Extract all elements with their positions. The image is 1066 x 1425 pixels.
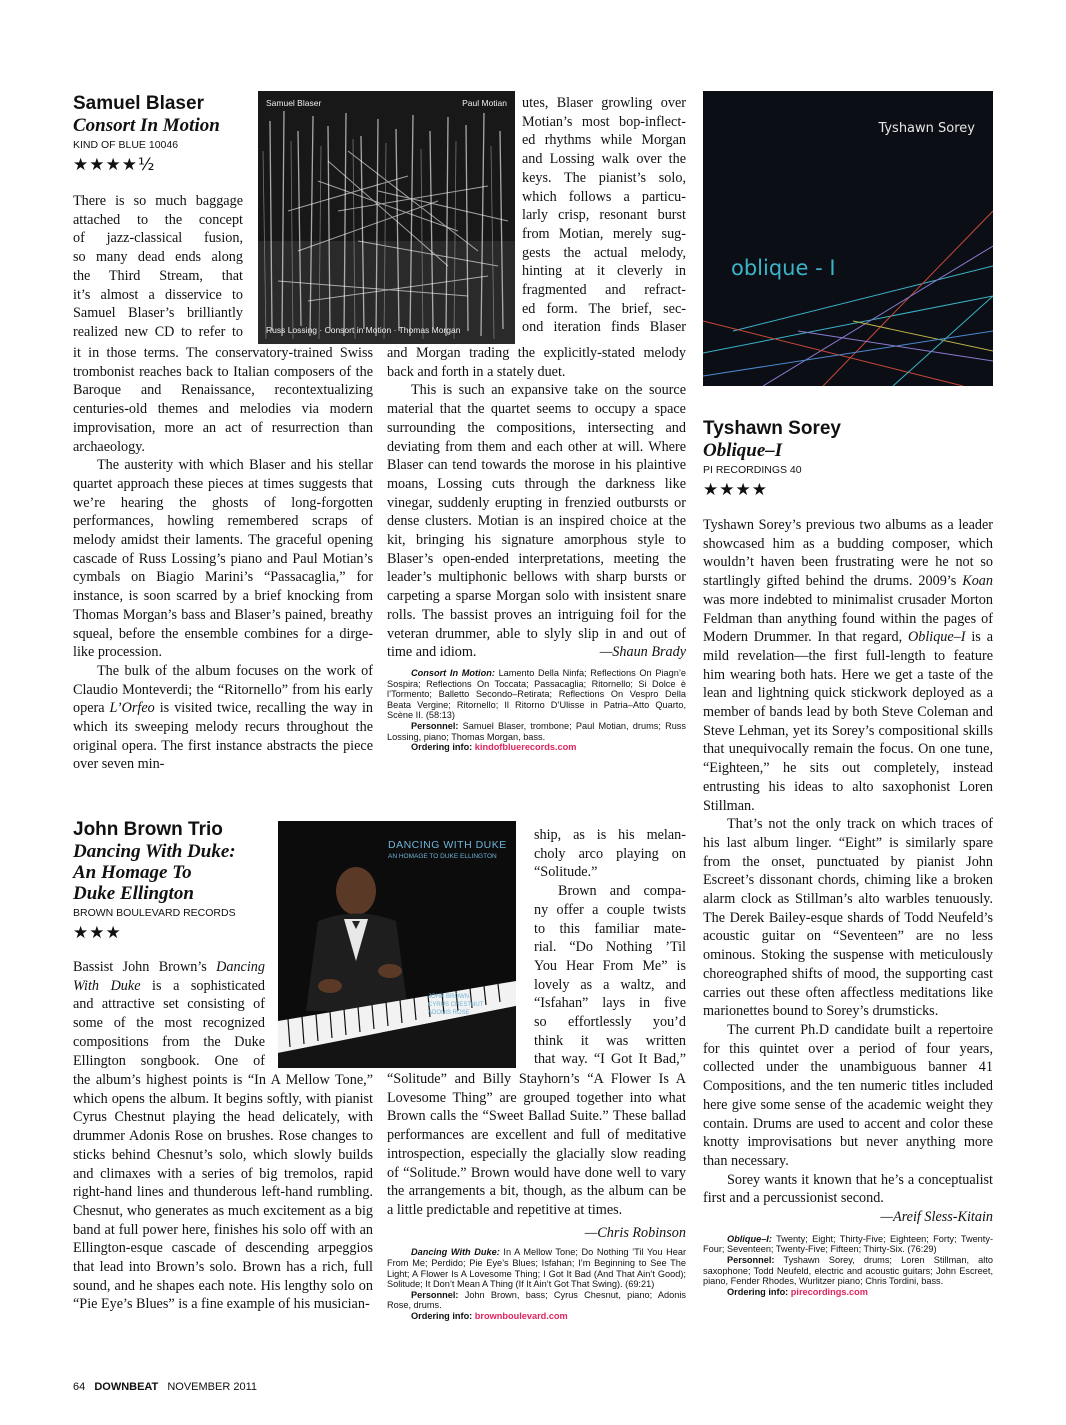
credits-tracklist: Lamento Della Ninfa; Reflections On Piagn’e Sospira; Reflections On Toccata; Passacaglia; Ritornello; Si Dolce è l’Tormento; Balletto Secondo–Retirata; Reflections On Vespro Della Beata Vergine; Ritornello; Il Ritorno D’Ulisse in Patria–Atto Quarto, Scène II. (58:13) <box>387 667 686 721</box>
text-line: ed rhythms while Morgan <box>522 132 686 149</box>
review-header <box>73 93 253 176</box>
text-line: ond iteration finds Blaser <box>522 319 686 336</box>
text-run-italic: L’Orfeo <box>109 700 155 717</box>
text-run: was more indebted to minimalist crusader Morton Feldman than anything found within the pages of Modern Drummer. In that regard, <box>703 591 993 646</box>
credits-ordering-label: Ordering info: <box>727 1286 789 1297</box>
star-rating: ★★★ <box>73 923 122 943</box>
text-line: fragmented and refract- <box>522 282 686 299</box>
album-title-line: Duke Ellington <box>73 883 194 904</box>
text-run-italic: Dancing <box>216 959 265 975</box>
text-run: is a mild revelation—the first full-length to feature him wearing both hats. Here we get a taste of the lean and lightning quick stickwork deployed as a member of bands lead by both Steve Coleman and Steve Lehman, yet its Sorey’s compositional skills that unequivocally remain the focus. On one tune, “Eighteen,” he sits out completely, instead entrusting his ideas to alto saxophonist Loren Stillman. <box>703 629 993 814</box>
reviewer-signature: —Shaun Brady <box>599 644 686 661</box>
star-rating: ★★★★½ <box>73 155 156 175</box>
cover-artist: Tyshawn Sorey <box>878 121 975 136</box>
paragraph <box>73 662 373 774</box>
text-line: utes, Blaser growling over <box>522 95 686 111</box>
text-line: lovely as a waltz, and <box>534 976 686 993</box>
paragraph: the album’s highest points is “In A Mellow Tone,” which opens the album. It begins softly, with pianist Cyrus Chestnut playing the head delicately, with drummer Adonis Rose on brushes. Rose changes to sticks behind Chesnut’s solo, which slowly builds and climaxes with a series of big tremolos, rapid right-hand lines and thunderous left-hand rumbling. Chesnut, who generates as much excitement as a big band at full power here, finishes his solo off with an Ellington-esque cascade of descending arpeggios that lead into Brown’s solo. Brown has a rich, full sound, and he shapes each note. His lengthy solo on “Pie Eye’s Blues” is a fine example of his musician- <box>73 1072 373 1313</box>
cover-names <box>428 993 483 1017</box>
album-cover-consort-in-motion <box>258 91 515 344</box>
text-run: The bulk of the album focuses on the work of Claudio Monteverdi; the “Ritornello” from his early opera <box>73 662 373 717</box>
credits-ordering-label: Ordering info: <box>411 1310 473 1321</box>
cover-artist-left: Samuel Blaser <box>266 98 322 108</box>
credits-tracklist: Twenty; Eight; Thirty-Five; Eighteen; Forty; Twenty-Four; Seventeen; Twenty-Five; Fifteen; Thirty-Six. (76:29) <box>703 1233 993 1255</box>
paragraph: That’s not the only track on which traces of his last album linger. “Eight” is similarly spare from the onset, punctuated by pianist John Escreet’s dissonant chords, chiming like a broken alarm clock as Stillman’s alto warbles tenuously. The Derek Bailey-esque shards of Todd Neufeld’s acoustic guitar on “Seventeen” are no less ominous. Stoking the suspense with meticulously choreographed shifts of mood, the supporting cast carries out these often affectless meditations like marionettes bound to Sorey’s drumsticks. <box>703 816 993 1020</box>
album-title-line: An Homage To <box>73 862 192 883</box>
review-body-col1 <box>73 1071 373 1314</box>
text-line: There is so much baggage <box>73 193 243 209</box>
credits-title-label: Consort In Motion: <box>411 667 495 678</box>
artist-name: Tyshawn Sorey <box>703 418 841 439</box>
reviewer-signature: —Chris Robinson <box>584 1224 686 1241</box>
star-rating: ★★★★ <box>703 480 768 500</box>
album-credits <box>703 1234 993 1298</box>
review-body <box>703 516 993 1297</box>
text-line: You Hear From Me” is <box>534 957 686 974</box>
credits-personnel <box>387 721 686 742</box>
text-line: and Lossing walk over the <box>522 151 686 168</box>
text-line: which follows a particu- <box>522 188 686 205</box>
issue-date: NOVEMBER 2011 <box>167 1381 258 1393</box>
text-line: hinting at it cleverly in <box>522 263 686 280</box>
text-line: “Solitude.” <box>534 864 598 881</box>
cover-name: ADONIS ROSE <box>428 1010 470 1016</box>
cover-artist-right: Paul Motian <box>462 98 507 108</box>
credits-personnel-text: Samuel Blaser, trombone; Paul Motian, drums; Russ Lossing, piano; Thomas Morgan, bass. <box>387 720 686 742</box>
artist-name: John Brown Trio <box>73 819 223 840</box>
credits-title-label: Dancing With Duke: <box>411 1247 500 1258</box>
text-line: and attractive set consisting of <box>73 996 265 1013</box>
paragraph: Sorey wants it known that he’s a conceptualist first and a percussionist second. <box>703 1171 993 1207</box>
text-run: is a sophisticated <box>140 977 265 994</box>
cover-subtitle: AN HOMAGE TO DUKE ELLINGTON <box>388 853 497 860</box>
text-line: compositions from the Duke <box>73 1033 265 1050</box>
ordering-link[interactable]: brownboulevard.com <box>472 1310 568 1321</box>
text-line: ed form. The brief, sec- <box>522 300 686 317</box>
reviewer-signature: —Areif Sless-Kitain <box>880 1209 993 1226</box>
paragraph: The austerity with which Blaser and his stellar quartet approach these pieces at times suggests that we’re hearing the ghosts of long-forgotten performances, howling remembered scraps of melody amidst their laments. The graceful opening cascade of Russ Lossing’s piano and Paul Motian’s cymbals on Biagio Marini’s “Passacaglia,” for instance, is soon scarred by a brief knocking from Thomas Morgan’s bass and Blaser’s pained, breathy squeal, before the ensemble combines for a dirge-like procession. <box>73 457 373 661</box>
text-run: Bassist John Brown’s <box>73 959 217 975</box>
page-footer <box>73 1381 257 1393</box>
album-title: Consort In Motion <box>73 115 220 136</box>
text-line: ship, as is his melan- <box>534 827 686 843</box>
text-line: keys. The pianist’s solo, <box>522 169 686 186</box>
record-label: KIND OF BLUE 10046 <box>73 139 179 151</box>
text-line: Motian’s most bop-inflect- <box>522 113 686 130</box>
text-line: ny offer a couple twists <box>534 901 686 918</box>
text-line: the Third Stream, that <box>73 267 243 284</box>
credits-ordering <box>387 742 686 753</box>
credits-personnel <box>387 1290 686 1311</box>
text-line: of jazz-classical fusion, <box>73 230 243 247</box>
text-run: is visited twice, recalling the way in which its sweeping melody recurs throughout the original opera. The first instance abstracts the piece over seven min- <box>73 700 374 773</box>
ordering-link[interactable]: pirecordings.com <box>788 1286 868 1297</box>
text-line: that way. “I Got It Bad,” <box>534 1051 686 1068</box>
text-run: Tyshawn Sorey’s previous two albums as a leader showcased him as a budding composer, which wouldn’t haven been frustrating were he not so startlingly gifted behind the drums. 2009’s <box>703 517 993 590</box>
credits-personnel-label: Personnel: <box>411 720 459 731</box>
text-line: from Motian, merely sug- <box>522 225 686 242</box>
credits-personnel-text: John Brown, bass; Cyrus Chesnut, piano; Adonis Rose, drums. <box>387 1289 686 1311</box>
text-run-italic: With Duke <box>73 977 141 994</box>
text-line <box>73 977 265 996</box>
text-run-italic: Koan <box>962 573 993 590</box>
ordering-link[interactable]: kindofbluerecords.com <box>472 742 577 753</box>
credits-tracks <box>703 1234 993 1255</box>
paragraph: it in those terms. The conservatory-trained Swiss trombonist reaches back to Italian composers of the Baroque and Renaissance, recontextualizing centuries-old themes and melodies via modern improvisation, more an act of resurrection than archaeology. <box>73 345 373 455</box>
credits-personnel-label: Personnel: <box>411 1289 459 1300</box>
record-label: PI RECORDINGS 40 <box>703 464 802 476</box>
credits-ordering <box>703 1287 993 1298</box>
text-line: Samuel Blaser’s brilliantly <box>73 305 243 322</box>
album-title-line: Dancing With Duke: <box>73 841 236 862</box>
artist-name: Samuel Blaser <box>73 93 204 114</box>
cover-title: DANCING WITH DUKE <box>388 839 507 851</box>
review-body-col2 <box>387 344 686 753</box>
album-credits <box>387 1247 686 1321</box>
review-body-wrap-left <box>73 192 243 342</box>
text-run-italic: Oblique–I <box>907 629 966 646</box>
record-label: BROWN BOULEVARD RECORDS <box>73 907 236 919</box>
text-line <box>73 958 265 977</box>
cover-title: oblique - I <box>731 256 836 280</box>
album-cover-oblique-i <box>703 91 993 386</box>
credits-ordering <box>387 1311 686 1322</box>
magazine-name: DOWNBEAT <box>94 1381 159 1393</box>
review-body-col1 <box>73 344 373 774</box>
text-line: rial. “Do Nothing ’Til <box>534 939 686 956</box>
paragraph <box>703 516 993 815</box>
album-cover-dancing-with-duke <box>278 821 516 1068</box>
review-header <box>703 418 993 501</box>
credits-tracklist: In A Mellow Tone; Do Nothing ’Til You Hear From Me; Perdido; Pie Eye’s Blues; Isfahan; I’m Beginning to See The Light; A Flower Is A Lovesome Thing; I Got It Bad (And That Ain’t Good); Solitude; It Don’t Mean A Thing (If It Ain’t Got That Swing). (69:21) <box>387 1247 687 1290</box>
cover-bottom-credits: Russ Lossing · Consort in Motion · Thomas Morgan <box>266 325 461 335</box>
credits-title-label: Oblique–I: <box>727 1233 772 1244</box>
text-line: “Isfahan” lays in five <box>534 995 686 1012</box>
paragraph: The current Ph.D candidate built a repertoire for this quintet over a period of four years, collected under the unambiguous banner 41 Compositions, and the ten numeric titles included here give some sense of the academic weight they contain. Drums are used to accent and color these knotty improvisations but never anything more than necessary. <box>703 1021 993 1169</box>
text-line: to this familiar mate- <box>534 920 686 937</box>
text-line: it’s almost a disservice to <box>73 286 243 303</box>
credits-tracks <box>387 668 686 721</box>
review-body-wrap-right <box>534 826 686 1069</box>
paragraph: and Morgan trading the explicitly-stated melody back and forth in a stately duet. <box>387 345 686 380</box>
paragraph: “Solitude” and Billy Stayhorn’s “A Flower Is A Lovesome Thing” are grouped together into what Brown calls the “Sweet Ballad Suite.” These ballad performances are excellent and full of meditative introspection, especially the glacially slow reading of “Solitude.” Brown would have done well to vary the arrangements a bit, though, as the album can be a little predictable and repetitive at times. <box>387 1071 686 1218</box>
text-line: realized new CD to refer to <box>73 323 243 340</box>
page-number: 64 <box>73 1381 86 1393</box>
text-line: choly arco playing on <box>534 845 686 862</box>
credits-tracks <box>387 1247 686 1289</box>
review-body-col2 <box>387 1070 686 1321</box>
paragraph: This is such an expansive take on the source material that the quartet seems to occupy a space surrounding the compositions, intersecting and deviating from them and each other at will. Where Blaser can tend towards the morose in his plaintive moans, Lossing cuts through the darkness like vinegar, suddenly erupting in frenzied outbursts or dense clusters. Motian is an inspired choice at the kit, bringing his signature amorphous style to Blaser’s open-ended interpretations, meeting the leader’s multiphonic bellows with sharp bursts or carpeting a sparse Morgan solo with insistent snare rolls. The bassist proves an intriguing foil for the veteran drummer, able to slyly slip in and out of time and idiom. <box>387 382 686 661</box>
text-line: think it was written <box>534 1032 686 1049</box>
text-line: some of the most recognized <box>73 1015 265 1032</box>
cover-art-reeds <box>258 91 515 344</box>
text-line: so many dead ends along <box>73 249 243 266</box>
album-credits <box>387 668 686 753</box>
text-line: so effortlessly you’d <box>534 1014 686 1031</box>
review-body-wrap-right <box>522 94 686 337</box>
text-line: larly crisp, resonant burst <box>522 207 686 224</box>
album-title: Oblique–I <box>703 440 783 461</box>
credits-personnel-text: Tyshawn Sorey, drums; Loren Stillman, alto saxophone; Todd Neufeld, electric and acoustic guitars; John Escreet, piano, Fender Rhodes, Wurlitzer piano; Chris Tordini, bass. <box>703 1254 993 1287</box>
text-line: Ellington songbook. One of <box>73 1052 265 1069</box>
review-header <box>73 819 273 944</box>
text-line: Brown and compa- <box>558 883 686 900</box>
cover-name: CYRUS CHESTNUT <box>428 1002 484 1008</box>
credits-personnel-label: Personnel: <box>727 1254 775 1265</box>
credits-ordering-label: Ordering info: <box>411 742 473 753</box>
text-line: attached to the concept <box>73 211 243 228</box>
credits-personnel <box>703 1255 993 1287</box>
text-line: gests the actual melody, <box>522 244 686 261</box>
review-body-wrap-left <box>73 958 265 1070</box>
cover-name: JOHN BROWN <box>428 994 469 1000</box>
